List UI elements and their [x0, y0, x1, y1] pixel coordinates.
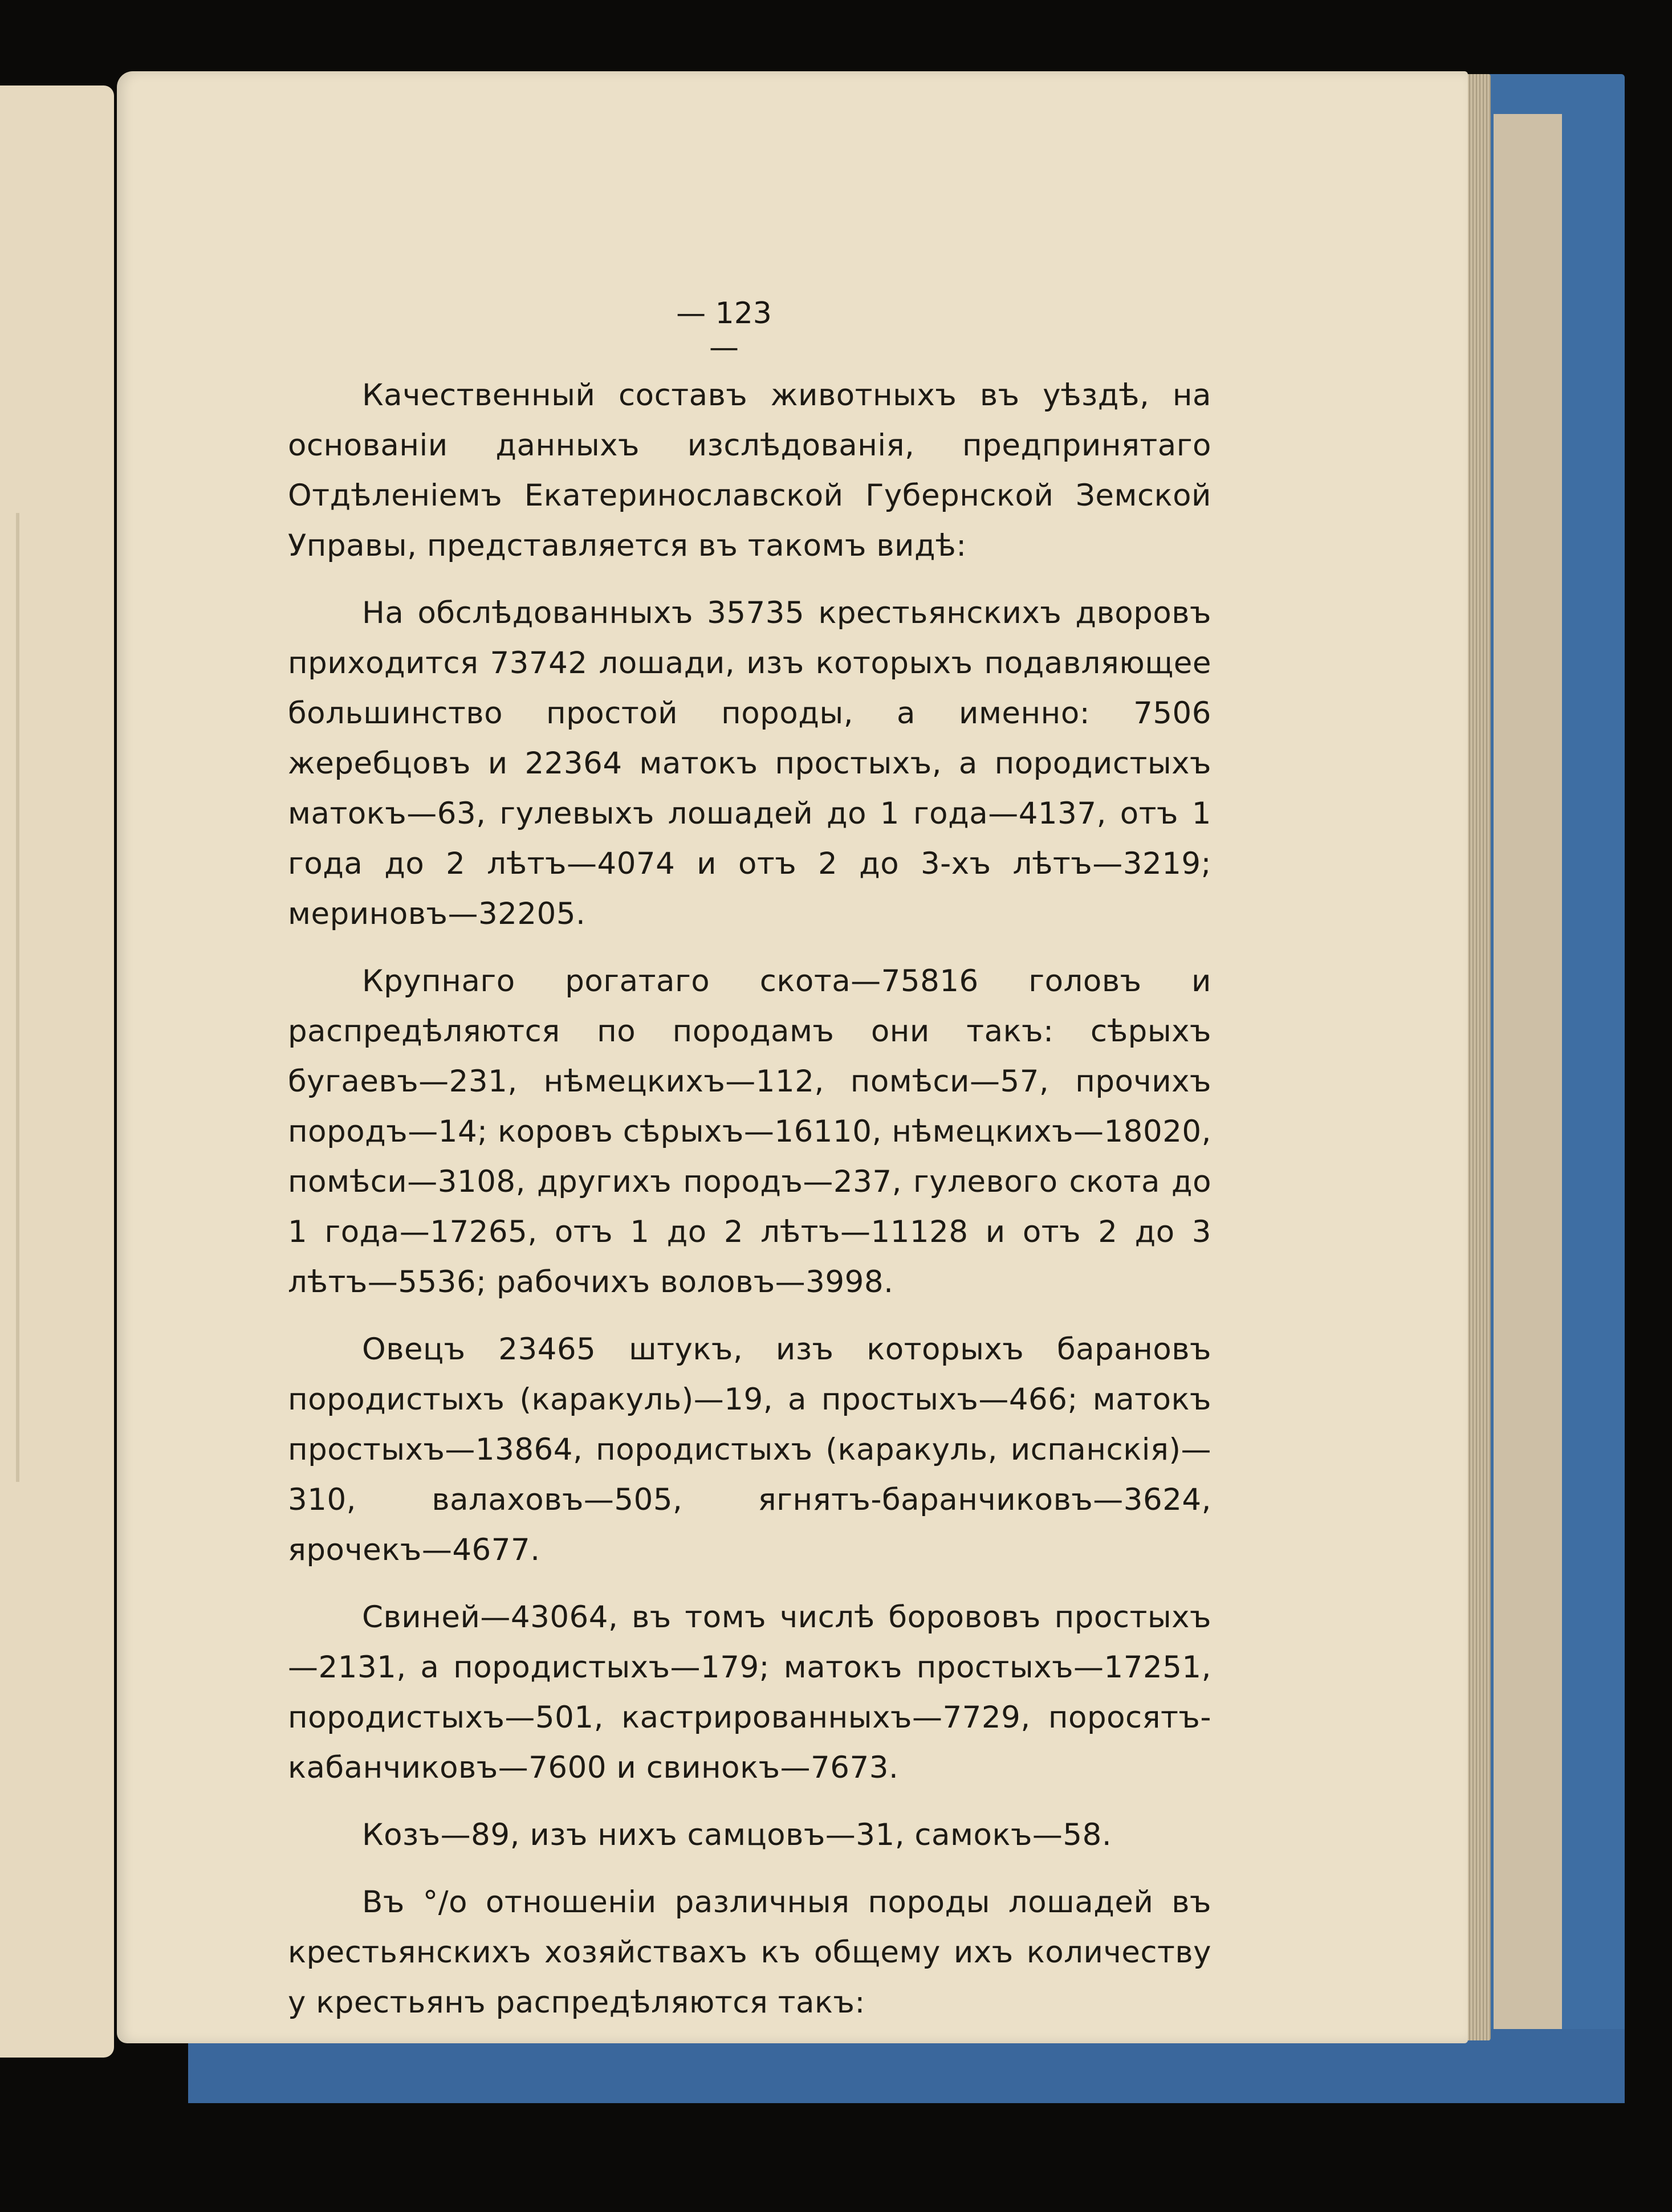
paragraph: Козъ—89, изъ нихъ самцовъ—31, самокъ—58.: [362, 1818, 1112, 1852]
cover-board: [1494, 114, 1562, 2029]
paragraph: На обслѣдованныхъ 35735 крестьянскихъ дворовъ приходится 73742 лошади, изъ которыхъ подавляющее большинство простой породы, а именно: 7506 жеребцовъ и 22364 матокъ простыхъ, а породистыхъ матокъ—63, гулевыхъ лошадей до 1 года—4137, отъ 1 года до 2 лѣтъ—4074 и отъ 2 до 3-хъ лѣтъ—3219; мериновъ—32205.: [288, 596, 1211, 931]
paragraph: Качественный составъ животныхъ въ уѣздѣ, на основанiи данныхъ изслѣдованiя, предпринятаго Отдѣленiемъ Екатеринославской Губернской Земской Управы, представляется въ такомъ видѣ:: [288, 378, 1211, 563]
paragraph: Свиней—43064, въ томъ числѣ борововъ простыхъ—2131, а породистыхъ—179; матокъ простыхъ—17251, породистыхъ—501, кастрированныхъ—7729, поросятъ-кабанчиковъ—7600 и свинокъ—7673.: [288, 1600, 1211, 1785]
page-text: [288, 370, 1211, 2045]
page-number: — 123 —: [676, 296, 772, 365]
paragraph: Въ °/о отношенiи различныя породы лошадей въ крестьянскихъ хозяйствахъ къ общему ихъ количеству у крестьянъ распредѣляются такъ:: [288, 1885, 1211, 2020]
facing-page-mark: [16, 513, 19, 1482]
paragraph: Овецъ 23465 штукъ, изъ которыхъ барановъ породистыхъ (каракуль)—19, а простыхъ—466; матокъ простыхъ—13864, породистыхъ (каракуль, испанскiя)—310, валаховъ—505, ягнятъ-баранчиковъ—3624, ярочекъ—4677.: [288, 1332, 1211, 1567]
paragraph: Крупнаго рогатаго скота—75816 головъ и распредѣляются по породамъ они такъ: сѣрыхъ бугаевъ—231, нѣмецкихъ—112, помѣси—57, прочихъ породъ—14; коровъ сѣрыхъ—16110, нѣмецкихъ—18020, помѣси—3108, другихъ породъ—237, гулевого скота до 1 года—17265, отъ 1 до 2 лѣтъ—11128 и отъ 2 до 3 лѣтъ—5536; рабочихъ воловъ—3998.: [288, 964, 1211, 1300]
facing-page-left: [0, 85, 114, 2058]
